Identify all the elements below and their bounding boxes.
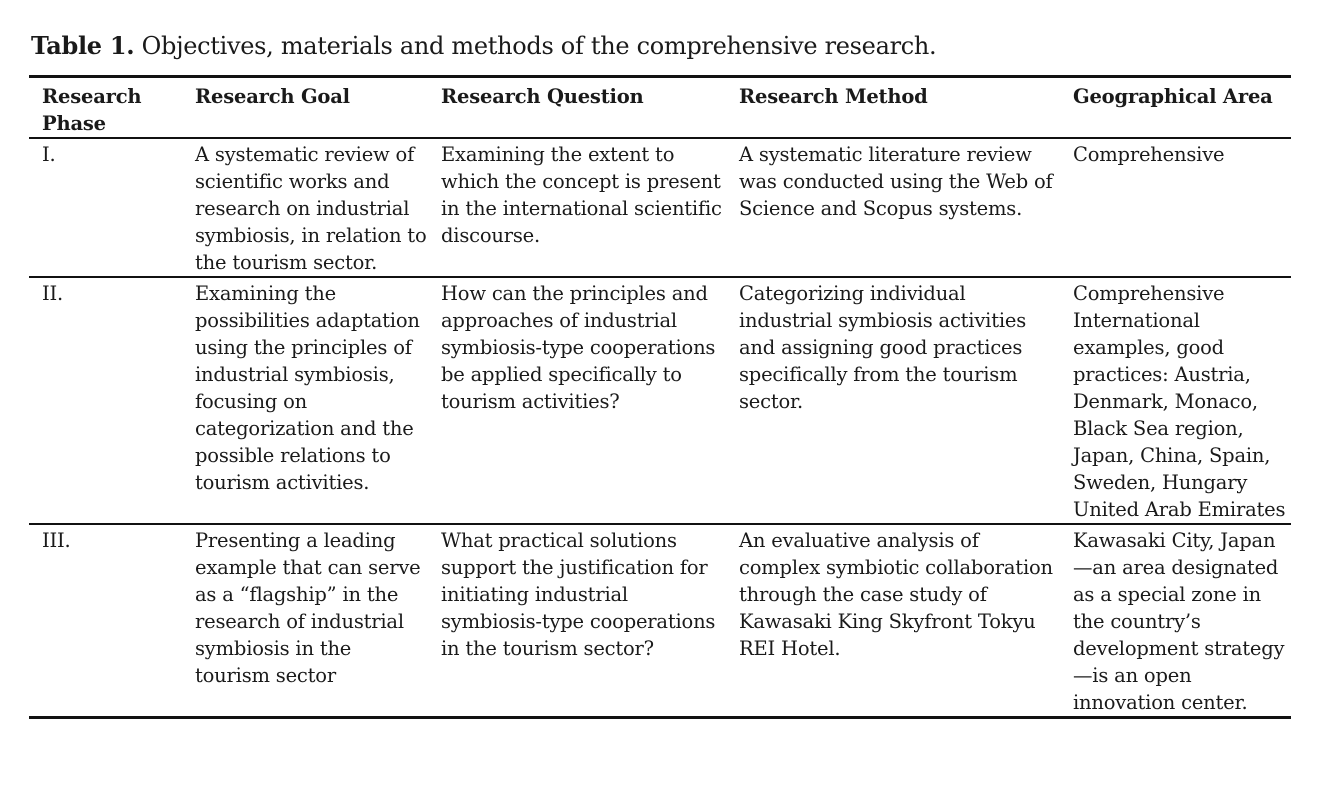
table-caption-label: Table 1. xyxy=(31,31,135,60)
cell-phase: III. xyxy=(29,524,183,718)
header-research-method: Research Method xyxy=(727,77,1061,139)
header-research-question: Research Question xyxy=(429,77,727,139)
cell-question: How can the principles and approaches of industrial symbiosis-type cooperations be applied specifically to tourism activities? xyxy=(429,277,727,524)
cell-question: What practical solutions support the justification for initiating industrial symbiosis-type cooperations in the tourism sector? xyxy=(429,524,727,718)
research-table xyxy=(29,75,1291,719)
table-row xyxy=(29,138,1291,277)
cell-question: Examining the extent to which the concept is present in the international scientific discourse. xyxy=(429,138,727,277)
table-row xyxy=(29,277,1291,524)
cell-method: Categorizing individual industrial symbiosis activities and assigning good practices specifically from the tourism sector. xyxy=(727,277,1061,524)
cell-area: Comprehensive International examples, good practices: Austria, Denmark, Monaco, Black Sea region, Japan, China, Spain, Sweden, Hungary United Arab Emirates xyxy=(1061,277,1291,524)
cell-goal: A systematic review of scientific works and research on industrial symbiosis, in relation to the tourism sector. xyxy=(183,138,429,277)
cell-area: Kawasaki City, Japan—an area designated as a special zone in the country’s development strategy—is an open innovation center. xyxy=(1061,524,1291,718)
table-caption-text: Objectives, materials and methods of the comprehensive research. xyxy=(141,32,937,60)
cell-phase: II. xyxy=(29,277,183,524)
cell-method: An evaluative analysis of complex symbiotic collaboration through the case study of Kawasaki King Skyfront Tokyu REI Hotel. xyxy=(727,524,1061,718)
cell-method: A systematic literature review was conducted using the Web of Science and Scopus systems. xyxy=(727,138,1061,277)
header-research-goal: Research Goal xyxy=(183,77,429,139)
cell-goal: Examining the possibilities adaptation using the principles of industrial symbiosis, focusing on categorization and the possible relations to tourism activities. xyxy=(183,277,429,524)
header-geographical-area: Geographical Area xyxy=(1061,77,1291,139)
cell-area: Comprehensive xyxy=(1061,138,1291,277)
header-research-phase: Research Phase xyxy=(29,77,183,139)
cell-goal: Presenting a leading example that can serve as a “flagship” in the research of industrial symbiosis in the tourism sector xyxy=(183,524,429,718)
cell-phase: I. xyxy=(29,138,183,277)
table-caption xyxy=(31,30,936,62)
table-header xyxy=(29,77,1291,139)
table-row xyxy=(29,524,1291,718)
header-row xyxy=(29,77,1291,139)
table-body xyxy=(29,138,1291,718)
